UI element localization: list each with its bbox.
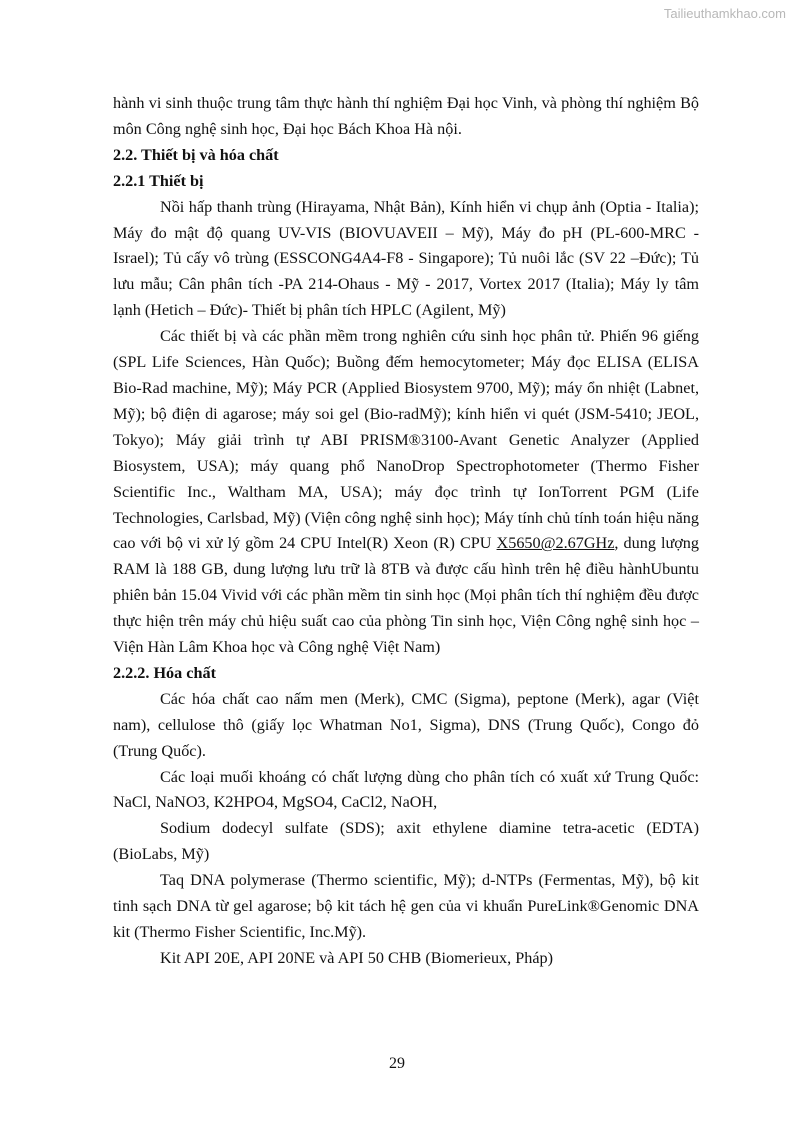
watermark: Tailieuthamkhao.com [663,6,786,21]
equipment-paragraph-1: Nồi hấp thanh trùng (Hirayama, Nhật Bản), Kính hiển vi chụp ảnh (Optia - Italia); Máy đo mật độ quang UV-VIS (BIOVUAVEII – Mỹ), Máy đo pH (PL-600-MRC - Israel); Tủ cấy vô trùng (ESSCONG4A4-F8 - Singapore); Tủ nuôi lắc (SV 22 –Đức); Tủ lưu mẫu; Cân phân tích -PA 214-Ohaus - Mỹ - 2017, Vortex 2017 (Italia); Máy ly tâm lạnh (Hetich – Đức)- Thiết bị phân tích HPLC (Agilent, Mỹ) [113,197,699,320]
section-heading-2-2-1: 2.2.1 Thiết bị [113,171,204,190]
equipment-paragraph-2 [113,324,699,661]
equipment-paragraph-2-text-a: Các thiết bị và các phần mềm trong nghiên cứu sinh học phân tử. Phiến 96 giếng (SPL Life Sciences, Hàn Quốc); Buồng đếm hemocytometer; Máy đọc ELISA (ELISA Bio-Rad machine, Mỹ); Máy PCR (Applied Biosystem 9700, Mỹ); máy ổn nhiệt (Labnet, Mỹ); bộ điện di agarose; máy soi gel (Bio-radMỹ); kính hiển vi quét (JSM-5410; JEOL, Tokyo); Máy giải trình tự ABI PRISM®3100-Avant Genetic Analyzer (Applied Biosystem, USA); máy quang phổ NanoDrop Spectrophotometer (Thermo Fisher Scientific Inc., Waltham MA, USA); máy đọc trình tự IonTorrent PGM (Life Technologies, Carlsbad, Mỹ) (Viện công nghệ sinh học); Máy tính chủ tính toán hiệu năng cao với bộ vi xử lý gồm 24 CPU Intel(R) Xeon (R) CPU [113,327,699,553]
intro-paragraph: hành vi sinh thuộc trung tâm thực hành thí nghiệm Đại học Vinh, và phòng thí nghiệm Bộ môn Công nghệ sinh học, Đại học Bách Khoa Hà nội. [113,94,699,138]
chemicals-paragraph-3: Sodium dodecyl sulfate (SDS); axit ethylene diamine tetra-acetic (EDTA) (BioLabs, Mỹ) [113,819,699,864]
section-heading-2-2-2: 2.2.2. Hóa chất [113,663,216,682]
chemicals-paragraph-4: Taq DNA polymerase (Thermo scientific, Mỹ); d-NTPs (Fermentas, Mỹ), bộ kit tinh sạch DNA từ gel agarose; bộ kit tách hệ gen của vi khuẩn PureLink®Genomic DNA kit (Thermo Fisher Scientific, Inc.Mỹ). [113,871,699,941]
page-number: 29 [389,1055,405,1072]
chemicals-paragraph-1: Các hóa chất cao nấm men (Merk), CMC (Sigma), peptone (Merk), agar (Việt nam), cellulose thô (giấy lọc Whatman No1, Sigma), DNS (Trung Quốc), Congo đỏ (Trung Quốc). [113,689,699,760]
equipment-paragraph-2-text-b: , dung lượng RAM là 188 GB, dung lượng lưu trữ là 8TB và được cấu hình trên hệ điều hànhUbuntu phiên bản 15.04 Vivid với các phần mềm tin sinh học (Mọi phân tích thí nghiệm đều được thực hiện trên máy chủ hiệu suất cao của phòng Tin sinh học, Viện Công nghệ sinh học – Viện Hàn Lâm Khoa học và Công nghệ Việt Nam) [113,534,699,657]
section-heading-2-2: 2.2. Thiết bị và hóa chất [113,145,279,164]
chemicals-paragraph-2: Các loại muối khoáng có chất lượng dùng cho phân tích có xuất xứ Trung Quốc: NaCl, NaNO3, K2HPO4, MgSO4, CaCl2, NaOH, [113,767,699,812]
chemicals-paragraph-5: Kit API 20E, API 20NE và API 50 CHB (Biomerieux, Pháp) [160,948,553,967]
cpu-model-link[interactable]: X5650@2.67GHz [496,534,615,553]
document-body [113,91,699,972]
